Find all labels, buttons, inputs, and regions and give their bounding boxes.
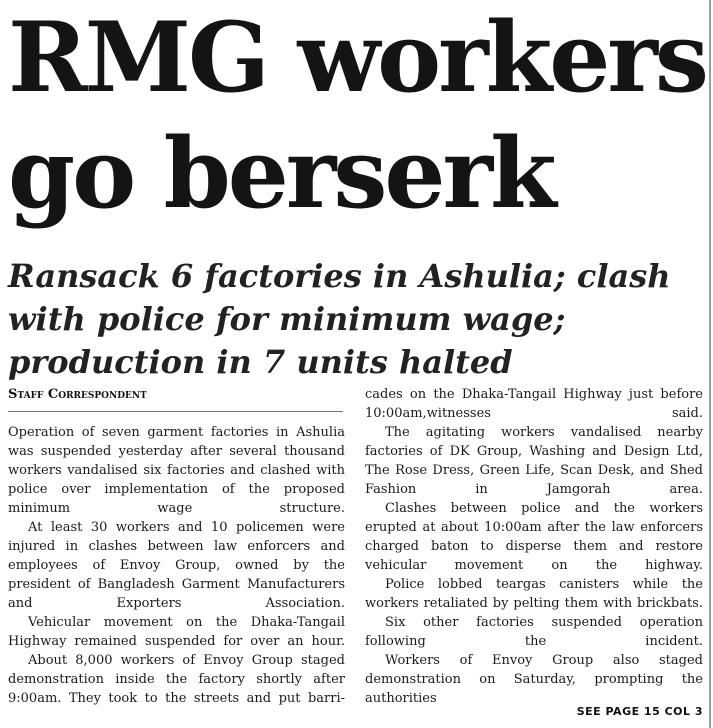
paragraph: The agitating workers vandalised nearby factories of DK Group, Washing and Design Ltd, The Rose Dress, Green Life, Scan Desk, and Shed Fashion in Jamgorah area. (365, 425, 703, 497)
subheadline (8, 255, 708, 384)
paragraph: Operation of seven garment factories in Ashulia was suspended yesterday after several thousand workers vandalised six factories and clashed with police over implementation of the proposed minimum wage structure. (8, 425, 345, 516)
headline-line: RMG workers (8, 1, 706, 114)
column-divider (709, 0, 711, 728)
paragraph: Workers of Envoy Group also staged demonstration on Saturday, prompting the authorities (365, 653, 703, 706)
paragraph: Clashes between police and the workers erupted at about 10:00am after the law enforcers charged baton to disperse them and restore vehicular movement on the highway. (365, 501, 703, 573)
paragraph: cades on the Dhaka-Tangail Highway just before 10:00am,witnesses said. (365, 387, 703, 421)
headline-line: go berserk (8, 117, 554, 230)
subheadline-line: Ransack 6 factories in Ashulia; clash (8, 257, 671, 295)
article-column-2 (365, 385, 703, 708)
byline-divider (8, 411, 343, 412)
paragraph: Six other factories suspended operation following the incident. (365, 615, 703, 649)
continuation-reference: SEE PAGE 15 COL 3 (576, 705, 703, 718)
article-column-1 (8, 423, 345, 708)
paragraph: Vehicular movement on the Dhaka-Tangail Highway remained suspended for over an hour. (8, 615, 345, 649)
byline: Staff Correspondent (8, 387, 147, 402)
subheadline-line: production in 7 units halted (8, 343, 513, 381)
headline (8, 0, 708, 232)
subheadline-line: with police for minimum wage; (8, 300, 566, 338)
paragraph: About 8,000 workers of Envoy Group staged demonstration inside the factory shortly after 9:00am. They took to the streets and put barri- (8, 653, 345, 706)
paragraph: At least 30 workers and 10 policemen were injured in clashes between law enforcers and employees of Envoy Group, owned by the president of Bangladesh Garment Manufacturers and Exporters Association. (8, 520, 345, 611)
paragraph: Police lobbed teargas canisters while the workers retaliated by pelting them with brickbats. (365, 577, 703, 611)
